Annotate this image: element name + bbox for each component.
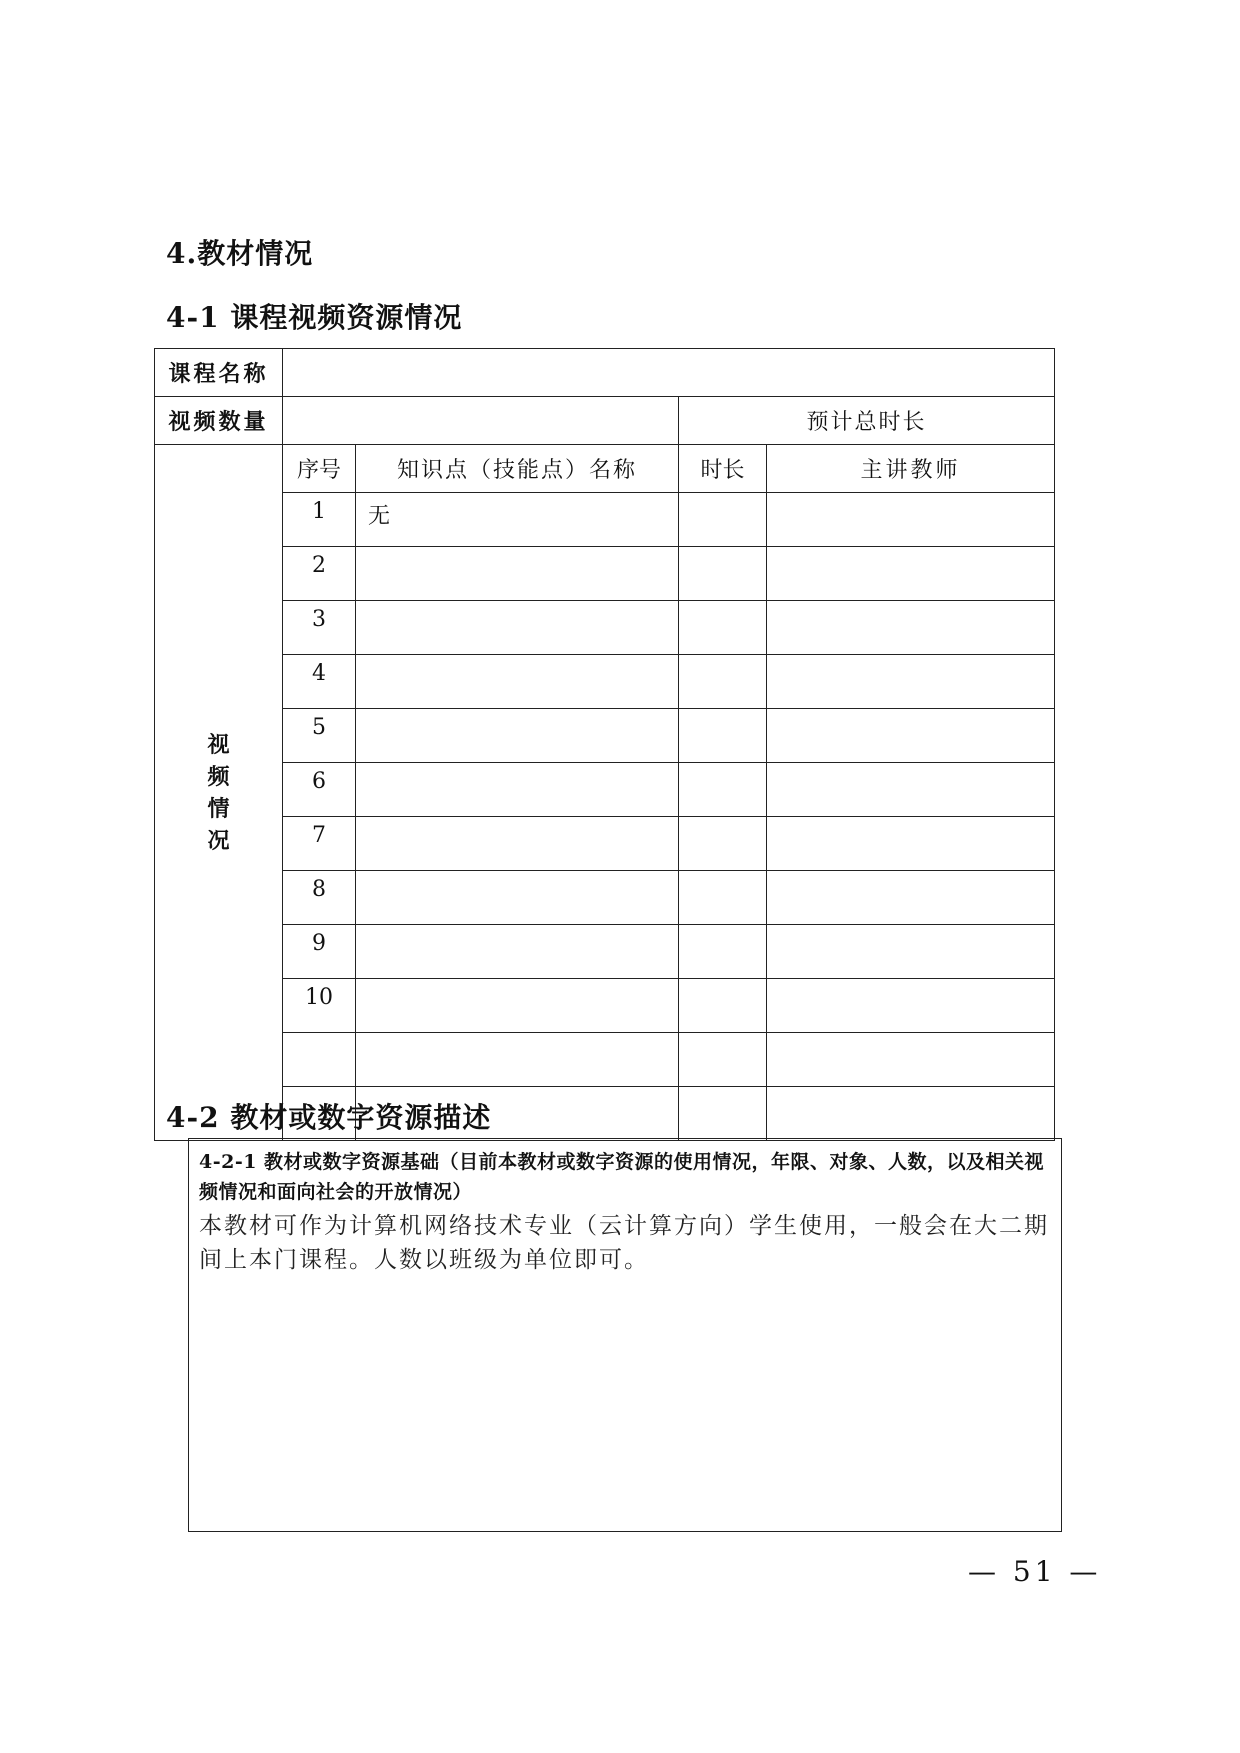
row-duration[interactable]: [679, 979, 767, 1033]
row-knowledge-point[interactable]: [356, 817, 679, 871]
row-duration[interactable]: [679, 1087, 767, 1141]
row-knowledge-point[interactable]: [356, 709, 679, 763]
row-knowledge-point[interactable]: [356, 979, 679, 1033]
description-box: [188, 1138, 1062, 1532]
row-knowledge-point[interactable]: 无: [356, 493, 679, 547]
row-seq: 6: [283, 763, 356, 817]
table-row: [155, 493, 1055, 547]
row-seq: 1: [283, 493, 356, 547]
video-section-label-char: 频: [207, 763, 230, 790]
subsection-title-video-resources: 4-1 课程视频资源情况: [166, 301, 463, 334]
row-teacher[interactable]: [767, 493, 1055, 547]
row-duration[interactable]: [679, 547, 767, 601]
row-seq: [283, 1033, 356, 1087]
row-knowledge-point[interactable]: [356, 547, 679, 601]
row-seq: 8: [283, 871, 356, 925]
table-row: [155, 817, 1055, 871]
course-name-value[interactable]: [283, 349, 1055, 397]
row-duration[interactable]: [679, 763, 767, 817]
row-knowledge-point[interactable]: [356, 871, 679, 925]
table-row: [155, 925, 1055, 979]
row-duration[interactable]: [679, 1033, 767, 1087]
row-knowledge-point[interactable]: [356, 655, 679, 709]
video-section-label: [155, 445, 283, 1141]
course-name-row: [155, 349, 1055, 397]
table-row: [155, 547, 1055, 601]
subsection-title-description: 4-2 教材或数字资源描述: [166, 1101, 492, 1134]
row-seq: 10: [283, 979, 356, 1033]
row-seq: 5: [283, 709, 356, 763]
row-teacher[interactable]: [767, 763, 1055, 817]
row-teacher[interactable]: [767, 925, 1055, 979]
column-header-knowledge-point: 知识点（技能点）名称: [356, 445, 679, 493]
row-knowledge-point[interactable]: [356, 1033, 679, 1087]
row-teacher[interactable]: [767, 601, 1055, 655]
video-section-label-char: 况: [207, 827, 230, 854]
video-count-row: [155, 397, 1055, 445]
row-knowledge-point[interactable]: [356, 763, 679, 817]
video-header-row: [155, 445, 1055, 493]
section-title: 4.教材情况: [166, 237, 314, 270]
row-teacher[interactable]: [767, 655, 1055, 709]
table-row: [155, 979, 1055, 1033]
row-duration[interactable]: [679, 871, 767, 925]
row-teacher[interactable]: [767, 817, 1055, 871]
row-knowledge-point[interactable]: [356, 601, 679, 655]
table-row: [155, 709, 1055, 763]
row-teacher[interactable]: [767, 979, 1055, 1033]
row-teacher[interactable]: [767, 547, 1055, 601]
video-resources-table: [154, 348, 1055, 1141]
column-header-teacher: 主讲教师: [767, 445, 1055, 493]
row-seq: 9: [283, 925, 356, 979]
table-row: [155, 601, 1055, 655]
row-duration[interactable]: [679, 655, 767, 709]
row-teacher[interactable]: [767, 871, 1055, 925]
row-duration[interactable]: [679, 709, 767, 763]
row-teacher[interactable]: [767, 1033, 1055, 1087]
row-duration[interactable]: [679, 601, 767, 655]
row-knowledge-point[interactable]: [356, 925, 679, 979]
table-row: [155, 763, 1055, 817]
column-header-seq: 序号: [283, 445, 356, 493]
row-duration[interactable]: [679, 925, 767, 979]
description-heading: 4-2-1 教材或数字资源基础（目前本教材或数字资源的使用情况，年限、对象、人数，以及相关视频情况和面向社会的开放情况）: [199, 1151, 1045, 1203]
table-row: [155, 871, 1055, 925]
description-body[interactable]: 本教材可作为计算机网络技术专业（云计算方向）学生使用，一般会在大二期间上本门课程。人数以班级为单位即可。: [199, 1213, 1049, 1273]
row-seq: 3: [283, 601, 356, 655]
row-teacher[interactable]: [767, 709, 1055, 763]
table-row: [155, 1033, 1055, 1087]
row-duration[interactable]: [679, 493, 767, 547]
row-seq: 2: [283, 547, 356, 601]
video-count-value[interactable]: [283, 397, 679, 445]
total-duration-label: 预计总时长: [679, 397, 1055, 445]
row-seq: 7: [283, 817, 356, 871]
course-name-label: 课程名称: [155, 349, 283, 397]
video-section-label-char: 视: [207, 731, 230, 758]
video-count-label: 视频数量: [155, 397, 283, 445]
column-header-duration: 时长: [679, 445, 767, 493]
row-duration[interactable]: [679, 817, 767, 871]
page-number: — 51 —: [968, 1555, 1102, 1588]
table-row: [155, 655, 1055, 709]
row-seq: 4: [283, 655, 356, 709]
row-teacher[interactable]: [767, 1087, 1055, 1141]
video-section-label-char: 情: [207, 795, 230, 822]
